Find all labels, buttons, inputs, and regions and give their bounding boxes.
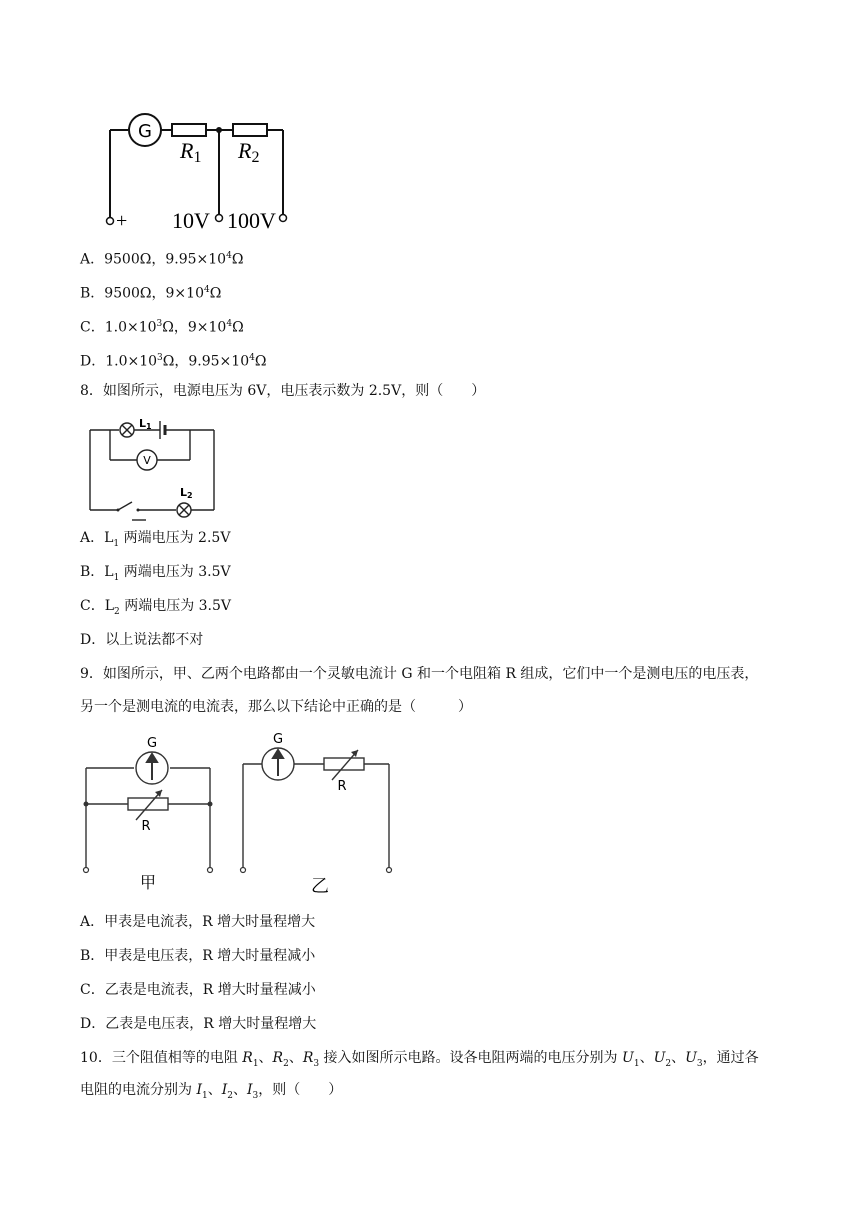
- resistor-right-label: R: [337, 779, 347, 794]
- circuit-jia-label: 甲: [139, 873, 157, 892]
- q10-stem-line2: 电阻的电流分别为 $I_1$、$I_2$、$I_3$，则（ ）: [80, 1082, 343, 1101]
- q7-option-a: A．9500Ω，$9.95\times 10^4\Omega$: [80, 251, 244, 268]
- r1-label: R1: [180, 138, 202, 166]
- galvanometer-right-label: G: [272, 732, 284, 747]
- galvanometer-left-label: G: [146, 736, 158, 751]
- figure-q9-circuits: [76, 728, 406, 898]
- voltmeter-label: V: [143, 454, 151, 467]
- l1-label: L1: [139, 417, 152, 431]
- q8-option-c: C．$L_2$ 两端电压为 3.5V: [80, 598, 232, 617]
- q8-stem: 8．如图所示，电源电压为 6V，电压表示数为 2.5V，则（ ）: [80, 383, 486, 399]
- q9-option-d: D．乙表是电压表，R 增大时量程增大: [80, 1016, 317, 1032]
- figure-q8-circuit: [84, 414, 224, 524]
- galvanometer-label: G: [138, 121, 152, 142]
- l2-label: L2: [180, 486, 193, 500]
- figure-q7-circuit: [100, 110, 300, 235]
- terminal-10v-label: 10V: [172, 208, 210, 233]
- q10-stem-line1: 10．三个阻值相等的电阻 $R_1$、$R_2$、$R_3$ 接入如图所示电路。设各电阻两端的电压分别为 $U_1$、$U_2$、$U_3$，通过各: [80, 1050, 759, 1069]
- q9-stem-line1: 9．如图所示，甲、乙两个电路都由一个灵敏电流计 G 和一个电阻箱 R 组成，它们中一个是测电压的电压表，: [80, 666, 759, 682]
- q9-stem-line2: 另一个是测电流的电流表，那么以下结论中正确的是（ ）: [80, 699, 472, 715]
- q9-option-b: B．甲表是电压表，R 增大时量程减小: [80, 948, 316, 964]
- r2-label: R2: [238, 138, 260, 166]
- circuit-yi-label: 乙: [311, 876, 329, 897]
- q7-option-d: D．$1.0\times 10^3\Omega$，$9.95\times 10^4\Omega$: [80, 353, 267, 370]
- q8-option-a: A．$L_1$ 两端电压为 2.5V: [80, 530, 231, 549]
- q9-option-c: C．乙表是电流表，R 增大时量程减小: [80, 982, 316, 998]
- q7-option-b: B．9500Ω，$9\times 10^4\Omega$: [80, 285, 222, 302]
- q8-option-d: D．以上说法都不对: [80, 632, 204, 648]
- resistor-left-label: R: [141, 819, 151, 834]
- terminal-100v-label: 100V: [227, 208, 276, 233]
- terminal-plus-label: +: [116, 210, 128, 232]
- q8-option-b: B．$L_1$ 两端电压为 3.5V: [80, 564, 231, 583]
- q9-option-a: A．甲表是电流表，R 增大时量程增大: [80, 914, 316, 930]
- q7-option-c: C．$1.0\times 10^3\Omega$，$9\times 10^4\Omega$: [80, 319, 244, 336]
